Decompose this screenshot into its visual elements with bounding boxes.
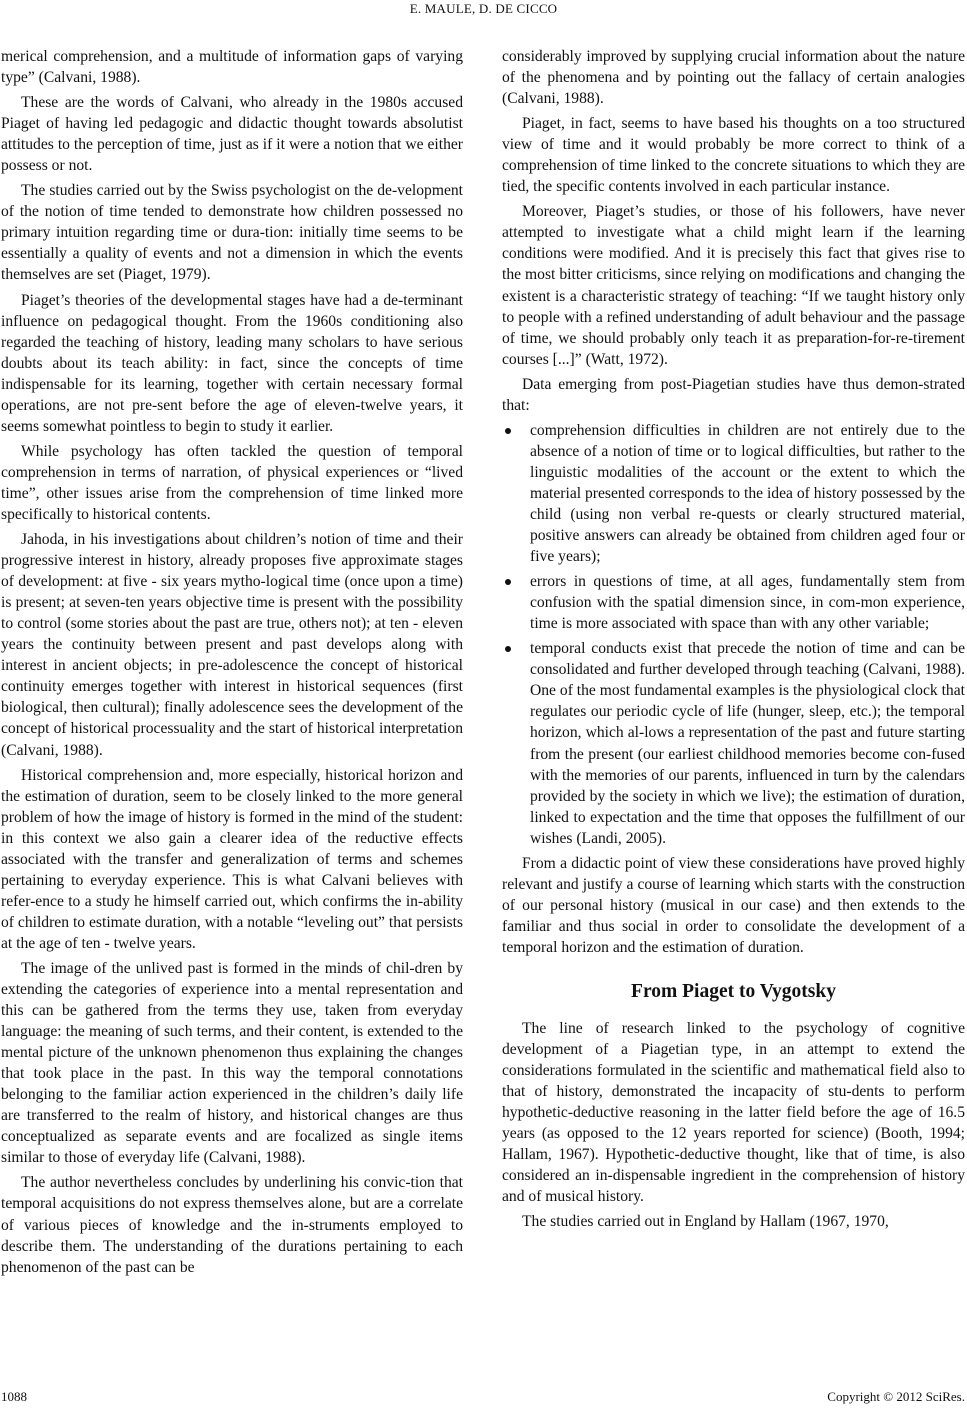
paragraph: The image of the unlived past is formed in the minds of chil-dren by extending the categories of experience into a mental representation and this can be gathered from the terms they use, taken from everyday language: the meaning of such terms, and their content, is extended to the mental picture of the unknown phenomenon thus explaining the changes that took place in the past. In this way the temporal connotations belonging to the familiar action experienced in the children’s daily life are transferred to the realm of history, and historical changes are thus conceptualized as separate events and are focalized as single items similar to those of everyday life (Calvani, 1988).: [1, 959, 463, 1167]
paragraph: Historical comprehension and, more especially, historical horizon and the estimation of duration, seem to be closely linked to the more general problem of how the image of history is formed in the mind of the student: in this context we also gain a clearer idea of the reductive effects associated with the transfer and generalization of terms and schemes pertaining to everyday experience. This is what Calvani believes with refer-ence to a study he himself carried out, which confirms the in-ability of children to estimate duration, with a notable “leveling out” that persists at the age of ten - twelve years.: [1, 766, 463, 952]
paragraph: While psychology has often tackled the question of temporal comprehension in terms of narration, of physical experiences or “lived time”, other issues arise from the comprehension of time linked more specifically to historical contents.: [1, 442, 463, 523]
paragraph: The author nevertheless concludes by underlining his convic-tion that temporal acquisitions do not express themselves alone, but are a correlate of various pieces of knowledge and the in-struments employed to describe them. The understanding of the durations pertaining to each phenomenon of the past can be: [1, 1174, 463, 1276]
section-heading: From Piaget to Vygotsky: [631, 980, 836, 1002]
paragraph: merical comprehension, and a multitude of information gaps of varying type” (Calvani, 1988).: [1, 48, 463, 87]
bullet-icon: [505, 428, 511, 434]
list-item-text: comprehension difficulties in children are not entirely due to the absence of a notion of time or to logical difficulties, but rather to the linguistic modalities of the account or the extent to which the material presented corresponds to the idea of history possessed by the child (using non verbal re-quests or clearly structured material, positive answers can already be obtained from children aged four or five years);: [530, 421, 965, 566]
list-item: [502, 420, 965, 567]
paragraph: Piaget, in fact, seems to have based his thoughts on a too structured view of time and it would probably be more correct to think of a comprehension of time linked to the concrete situations to which they are tied, the specific contents involved in each particular instance.: [502, 115, 965, 196]
list-item-text: errors in questions of time, at all ages, fundamentally stem from confusion with the spatial dimension since, in com-mon experience, time is more associated with space than with any other variable;: [530, 573, 965, 633]
left-column: [1, 46, 463, 1282]
paragraph: Piaget’s theories of the developmental stages have had a de-terminant influence on pedagogical thought. From the 1960s conditioning also regarded the teaching of history, leading many scholars to have serious doubts about its teach ability: in fact, since the concepts of time indispensable for its learning, together with certain necessary formal operations, are not pre-sent before the age of eleven-twelve years, it seems somewhat pointless to begin to study it earlier.: [1, 291, 463, 435]
findings-list: [502, 420, 965, 849]
page-number: 1088: [1, 1389, 27, 1404]
paragraph: Data emerging from post-Piagetian studies have thus demon-strated that:: [502, 375, 965, 414]
paragraph: Moreover, Piaget’s studies, or those of his followers, have never attempted to investigate what a child might learn if the learning conditions were modified. And it is precisely this fact that gives rise to the most bitter criticisms, since relying on modifications and changing the existent is a characteristic strategy of teaching: “If we taught history only to people with a refined understanding of adult behaviour and the passage of time, we should probably only teach it as preparation-for-re-tirement courses [...]” (Watt, 1972).: [502, 203, 965, 368]
paragraph: The line of research linked to the psychology of cognitive development of a Piagetian type, in an attempt to extend the considerations formulated in the scientific and mathematical field also to that of history, demonstrated the incapacity of stu-dents to perform hypothetic-deductive reasoning in the latter field before the age of 16.5 years (as opposed to the 12 years reported for science) (Booth, 1994; Hallam, 1967). Hypothetic-deductive thought, like that of time, is also considered an in-dispensable ingredient in the comprehension of history and of musical history.: [502, 1019, 965, 1206]
paragraph: From a didactic point of view these considerations have proved highly relevant and justify a course of learning which starts with the construction of our personal history (musical in our case) and then extends to the familiar and thus social in order to consolidate the development of a temporal horizon and the estimation of duration.: [502, 854, 965, 956]
bullet-icon: [505, 646, 511, 652]
paragraph: The studies carried out by the Swiss psychologist on the de-velopment of the notion of time tended to demonstrate how children possessed no primary intuition regarding time or dura-tion: initially time seems to be essentially a quality of events and not a dimension in which the events themselves are set (Piaget, 1979).: [1, 182, 463, 284]
copyright-notice: Copyright © 2012 SciRes.: [827, 1389, 965, 1404]
right-column: [502, 46, 965, 1236]
list-item: [502, 571, 965, 634]
paragraph: The studies carried out in England by Hallam (1967, 1970,: [522, 1213, 889, 1231]
bullet-icon: [505, 579, 511, 585]
paragraph: These are the words of Calvani, who already in the 1980s accused Piaget of having led pedagogic and didactic thought towards absolutist attitudes to the perception of time, just as if it were a notion that we either possess or not.: [1, 94, 463, 175]
paragraph: Jahoda, in his investigations about children’s notion of time and their progressive interest in history, already proposes five approximate stages of development: at five - six years mytho-logical time (once upon a time) is present; at seven-ten years objective time is present with the possibility to control (some stories about the past are true, others not); at ten - eleven years the continuity between present and past develops along with interest in ancient objects; in pre-adolescence the concept of historical continuity emerges together with interest in historical sequences (first biological, then cultural); finally adolescence sees the development of the concept of historical processuality and the start of historical interpretation (Calvani, 1988).: [1, 531, 463, 759]
list-item: [502, 638, 965, 848]
paragraph: considerably improved by supplying crucial information about the nature of the phenomena and by pointing out the fallacy of certain analogies (Calvani, 1988).: [502, 48, 965, 108]
running-head: E. MAULE, D. DE CICCO: [409, 1, 558, 16]
list-item-text: temporal conducts exist that precede the notion of time and can be consolidated and further developed through teaching (Calvani, 1988). One of the most fundamental examples is the physiological clock that regulates our periodic cycle of life (hunger, sleep, etc.); the temporal horizon, which al-lows a representation of the past and future starting from the present (our earliest childhood memories become con-fused with the memories of our parents, influenced in turn by the calendars provided by the society in which we live); the estimation of duration, linked to expectation and the time that opposes the fulfillment of our wishes (Landi, 2005).: [530, 640, 965, 847]
